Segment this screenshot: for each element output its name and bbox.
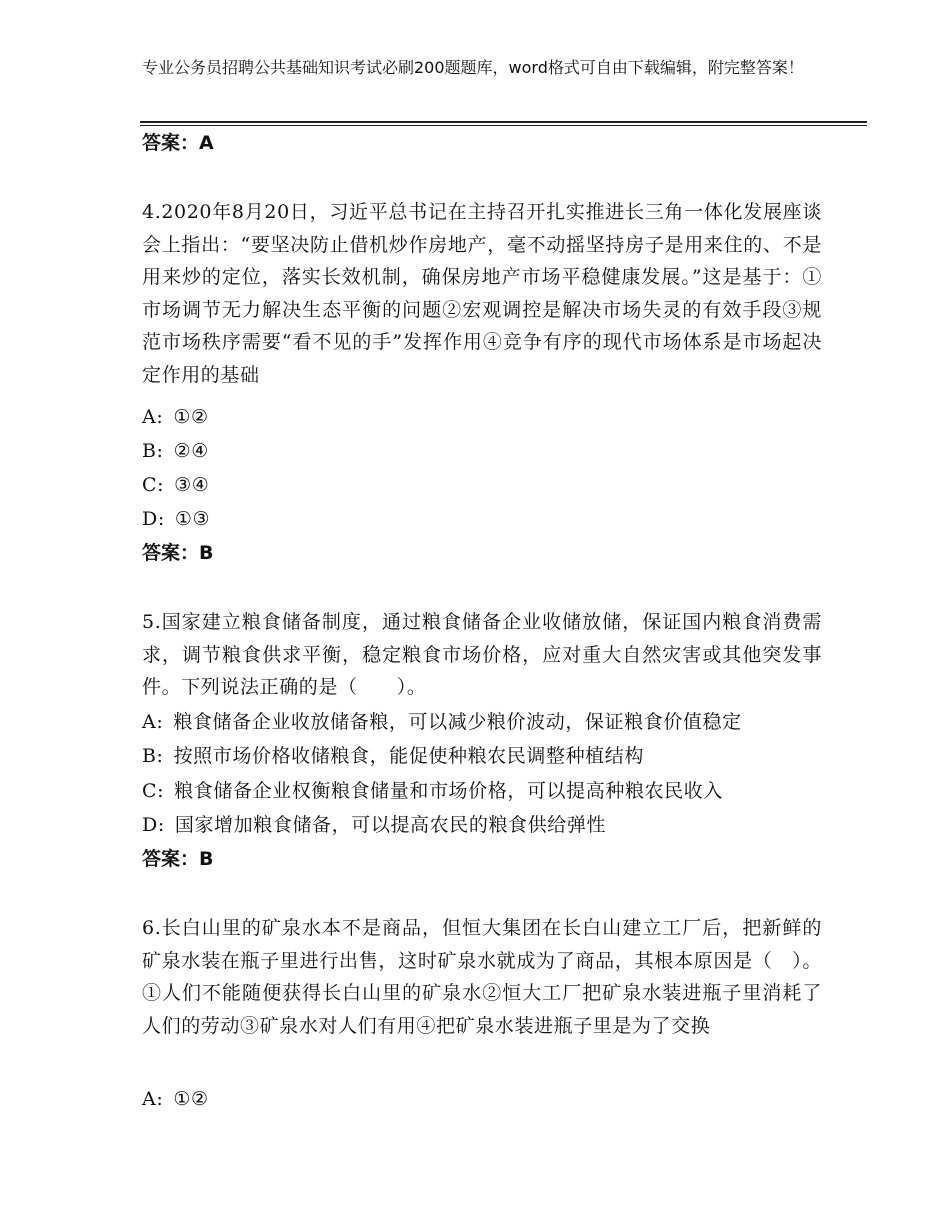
option-text: ①② (173, 1088, 209, 1110)
question-6-stem: 6.长白山里的矿泉水本不是商品，但恒大集团在长白山建立工厂后，把新鲜的矿泉水装在瓶子里进行出售，这时矿泉水就成为了商品，其根本原因是（ ）。①人们不能随便获得长白山里的矿泉水②恒大工厂把矿泉水装进瓶子里消耗了人们的劳动③矿泉水对人们有用④把矿泉水装进瓶子里是为了交换 (142, 917, 822, 1037)
question-5-option-b (142, 744, 644, 768)
option-text: 国家增加粮食储备，可以提高农民的粮食供给弹性 (174, 814, 607, 836)
option-text: 粮食储备企业权衡粮食储量和市场价格，可以提高种粮农民收入 (174, 780, 723, 802)
header-rule-thick (140, 121, 867, 123)
option-letter: A: (142, 711, 164, 733)
option-letter: B: (142, 440, 164, 462)
question-4-option-c (142, 473, 209, 497)
question-5-stem: 5.国家建立粮食储备制度，通过粮食储备企业收储放储，保证国内粮食消费需求，调节粮食供求平衡，稳定粮食市场价格，应对重大自然灾害或其他突发事件。下列说法正确的是（ ）。 (142, 611, 822, 698)
option-letter: D: (142, 814, 165, 836)
option-text: ③④ (174, 474, 210, 496)
question-5-option-a (142, 710, 742, 734)
option-text: ①③ (174, 508, 211, 530)
option-text: 粮食储备企业收放储备粮，可以减少粮价波动，保证粮食价值稳定 (173, 711, 742, 733)
question-4-option-d (142, 507, 210, 531)
question-4-stem: 4.2020年8月20日，习近平总书记在主持召开扎实推进长三角一体化发展座谈会上指出：“要坚决防止借机炒作房地产，毫不动摇坚持房子是用来住的、不是用来炒的定位，落实长效机制，确保房地产市场平稳健康发展。”这是基于：①市场调节无力解决生态平衡的问题②宏观调控是解决市场失灵的有效手段③规范市场秩序需要“看不见的手”发挥作用④竞争有序的现代市场体系是市场起决定作用的基础 (142, 201, 822, 386)
question-5-option-d (142, 813, 606, 837)
option-text: 按照市场价格收储粮食，能促使种粮农民调整种植结构 (173, 745, 644, 767)
question-4-answer: 答案：B (142, 542, 214, 564)
answer-prev: 答案：A (142, 132, 214, 154)
option-letter: D: (142, 508, 165, 530)
question-4-option-a (142, 405, 209, 429)
option-letter: B: (142, 745, 164, 767)
option-letter: C: (142, 780, 165, 802)
page-header: 专业公务员招聘公共基础知识考试必刷200题题库，word格式可自由下载编辑，附完整答案！ (142, 58, 804, 77)
option-letter: C: (142, 474, 165, 496)
question-4-option-b (142, 439, 209, 463)
question-5-option-c (142, 779, 723, 803)
question-5-answer: 答案：B (142, 848, 214, 870)
option-text: ①② (173, 406, 209, 428)
option-text: ②④ (173, 440, 209, 462)
header-rule-thin (140, 125, 867, 126)
option-letter: A: (142, 1088, 164, 1110)
option-letter: A: (142, 406, 164, 428)
question-6-option-a (142, 1087, 209, 1111)
